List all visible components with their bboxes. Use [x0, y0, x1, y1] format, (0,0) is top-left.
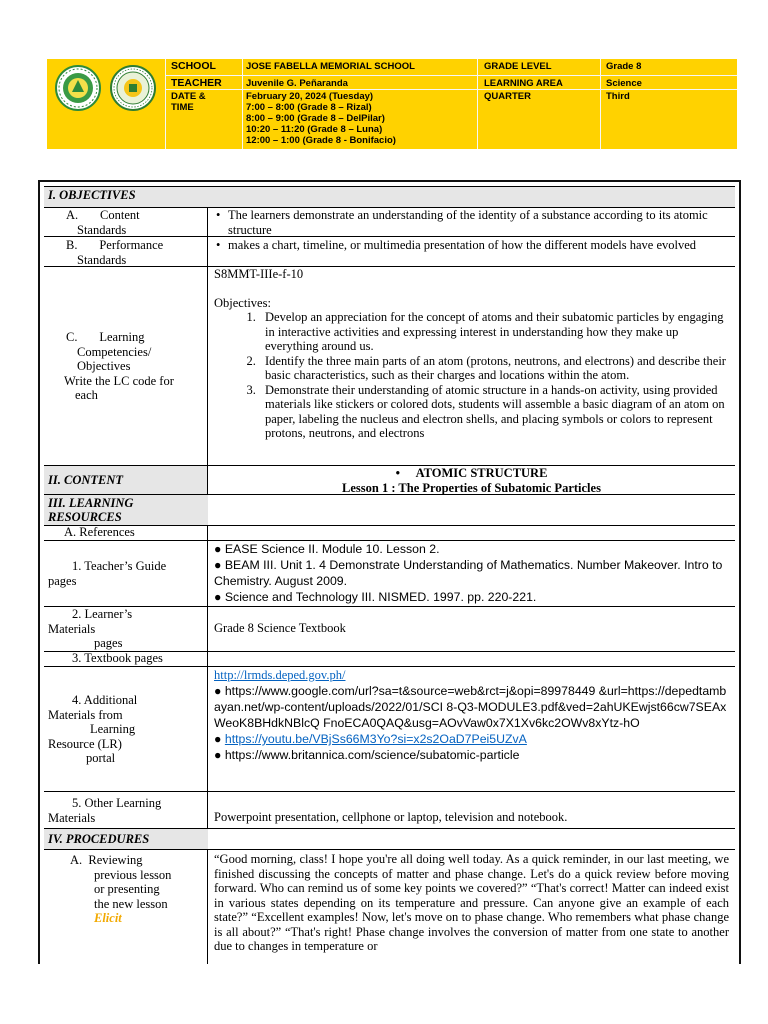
- teachers-guide-label: [44, 541, 207, 606]
- britannica-url-item: ● https://www.britannica.com/science/subatomic-particle: [214, 748, 520, 762]
- elicit-tag: Elicit: [94, 911, 122, 925]
- learners-materials-text: Grade 8 Science Textbook: [214, 621, 346, 635]
- textbook-pages-label: 3. Textbook pages: [72, 652, 163, 665]
- date-label-line: DATE &: [171, 91, 206, 102]
- topic-title: ATOMIC STRUCTURE: [415, 466, 548, 480]
- bullet-icon: ●: [214, 732, 225, 746]
- grade-level-value: Grade 8: [606, 61, 642, 72]
- label-line: Materials: [48, 810, 96, 825]
- procedures-heading: IV. PROCEDURES: [48, 832, 150, 846]
- header-divider: [600, 59, 601, 149]
- teacher-label: TEACHER: [171, 77, 222, 89]
- deped-seal-logo: [55, 65, 101, 111]
- bullet-icon: •: [216, 238, 221, 252]
- label-line: 4. Additional: [72, 693, 138, 707]
- content-row: [44, 466, 735, 495]
- performance-standards-text: [208, 237, 735, 266]
- schedule-line: 8:00 – 9:00 (Grade 8 – DelPilar): [246, 113, 385, 124]
- school-header: [47, 59, 737, 149]
- label-line: pages: [48, 573, 77, 588]
- school-value: JOSE FABELLA MEMORIAL SCHOOL: [246, 61, 415, 72]
- content-topic: [208, 466, 735, 494]
- lesson-title: Lesson 1 : The Properties of Subatomic Particles: [342, 480, 601, 494]
- other-materials-text: Powerpoint presentation, cellphone or laptop, television and notebook.: [214, 810, 568, 824]
- additional-materials-list: [208, 667, 735, 791]
- school-label: SCHOOL: [171, 60, 216, 72]
- bullet-icon: •: [216, 208, 221, 222]
- teachers-guide-row: [44, 541, 735, 607]
- google-url-item: ● https://www.google.com/url?sa=t&source=web&rct=j&opi=89978449 &url=https://depedtambayan.net/wp-content/uploads/2022/01/SCI 8-Q3-MODULE3.pdf&ved=2ahUKEwjst66cw7SEAxWeoK8BHdkNBlcQ FnoECA0QAQ&usg=AOvVaw0x7X1Xv6kc2OWv8xYtz-hO: [214, 684, 727, 730]
- other-materials-label: [44, 792, 207, 828]
- reference-item: ● BEAM III. Unit 1. 4 Demonstrate Understanding of Mathematics. Number Makeover. Intro to Chemistry. August 2009.: [214, 558, 723, 588]
- label-line: each: [75, 388, 98, 402]
- label-line: Standards: [77, 252, 127, 266]
- performance-standards-row: [44, 237, 735, 267]
- additional-materials-row: [44, 667, 735, 792]
- content-standards-label: [44, 207, 207, 236]
- label-line: Objectives: [77, 359, 131, 373]
- objectives-list: [214, 310, 729, 441]
- learning-area-label: LEARNING AREA: [484, 78, 563, 89]
- performance-standards-label: [44, 237, 207, 266]
- label-line: 2. Learner’s: [72, 607, 133, 621]
- objectives-title: Objectives:: [214, 295, 271, 310]
- header-divider: [477, 59, 478, 149]
- schedule-line: 7:00 – 8:00 (Grade 8 – Rizal): [246, 102, 372, 113]
- label-line: 1. Teacher’s Guide: [72, 559, 167, 573]
- learning-competencies-text: [208, 267, 735, 465]
- reference-item: ● Science and Technology III. NISMED. 1997. pp. 220-221.: [214, 590, 537, 604]
- quarter-label: QUARTER: [484, 91, 531, 102]
- label-line: Competencies/: [77, 344, 152, 359]
- objective-item: 1. Develop an appreciation for the concept of atoms and their subatomic particles by engaging in interactive activities and expressing interest in understanding how they make up everything around us.: [259, 310, 729, 354]
- learning-competencies-row: [44, 267, 735, 466]
- label-line: Resource (LR): [48, 736, 122, 751]
- lrmds-link[interactable]: http://lrmds.deped.gov.ph/: [214, 668, 346, 682]
- label-line: Learning: [90, 722, 136, 736]
- references-row: [44, 526, 735, 541]
- schedule-line: 12:00 – 1:00 (Grade 8 - Bonifacio): [246, 135, 396, 146]
- label-line: Materials from: [48, 707, 123, 722]
- additional-materials-label: [44, 667, 207, 791]
- header-divider: [165, 59, 166, 149]
- content-standards-text: [208, 207, 735, 236]
- content-standards-value: The learners demonstrate an understanding of the identity of a substance according to its atomic structure: [228, 208, 708, 236]
- teachers-guide-list: [208, 541, 735, 606]
- label-line: previous lesson: [94, 867, 172, 882]
- label-line: C. Learning: [66, 330, 145, 344]
- bullet-icon: •: [395, 466, 416, 480]
- performance-standards-value: makes a chart, timeline, or multimedia presentation of how the different models have evolved: [228, 238, 697, 252]
- grade-level-label: GRADE LEVEL: [484, 61, 552, 72]
- learning-competencies-label: [44, 267, 207, 465]
- learners-materials-row: [44, 607, 735, 652]
- label-line: A. Reviewing: [70, 853, 143, 867]
- label-line: pages: [94, 636, 123, 650]
- learners-materials-label: [44, 607, 207, 651]
- date-time-label: [171, 91, 206, 113]
- header-divider: [165, 89, 737, 90]
- label-line: or presenting: [94, 882, 160, 896]
- header-divider: [165, 75, 737, 76]
- other-materials-row: [44, 792, 735, 829]
- content-standards-row: [44, 207, 735, 237]
- references-label: A. References: [64, 526, 135, 539]
- reference-item: ● EASE Science II. Module 10. Lesson 2.: [214, 542, 440, 556]
- label-line: Standards: [77, 222, 127, 236]
- objectives-heading: I. OBJECTIVES: [48, 188, 136, 202]
- school-seal-logo: [110, 65, 156, 111]
- schedule-line: 10:20 – 11:20 (Grade 8 – Luna): [246, 124, 383, 135]
- date-line: February 20, 2024 (Tuesday): [246, 91, 374, 102]
- textbook-pages-row: [44, 652, 735, 667]
- objectives-row: [44, 186, 735, 208]
- label-line: B. Performance: [66, 238, 164, 252]
- label-line: Write the LC code for: [64, 373, 174, 388]
- reviewing-label: [44, 850, 207, 970]
- lc-code: S8MMT-IIIe-f-10: [214, 267, 304, 281]
- resources-row: [44, 495, 735, 526]
- content-heading: II. CONTENT: [44, 466, 207, 494]
- date-label-line: TIME: [171, 102, 194, 113]
- label-line: the new lesson: [94, 896, 168, 911]
- lesson-plan-table: [38, 180, 741, 964]
- quarter-value: Third: [606, 91, 630, 102]
- date-time-value: [246, 91, 396, 146]
- label-line: A. Content: [66, 208, 140, 222]
- label-line: portal: [86, 751, 116, 765]
- header-divider: [242, 59, 243, 149]
- learning-area-value: Science: [606, 78, 642, 89]
- reviewing-row: [44, 850, 735, 970]
- label-line: Materials: [48, 621, 96, 636]
- objective-item: 3. Demonstrate their understanding of atomic structure in a hands-on activity, using provided materials like stickers or colored dots, students will assemble a basic diagram of an atom on paper, labeling the nucleus and electron shells, and placing symbols or colors to represent protons, neutrons, and electrons: [259, 383, 729, 441]
- teacher-value: Juvenile G. Peñaranda: [246, 78, 348, 89]
- procedures-row: [44, 829, 735, 850]
- reviewing-text: “Good morning, class! I hope you're all doing well today. As a quick reminder, in our last meeting, we finished discussing the concepts of matter and phase change. Let's do a quick review before moving forward. Who can remind us of some key points we covered?” “That's correct! Matter can indeed exist in various states depending on its temperature and pressure. Can anyone give an example of each state?” “Excellent examples! Now, let's move on to phase change. Who remembers what phase change is all about?” “That's right! Phase change involves the conversion of matter from one state to another due to changes in temperature or: [214, 852, 729, 953]
- youtube-link[interactable]: https://youtu.be/VBjSs66M3Yo?si=x2s2OaD7Pei5UZvA: [224, 732, 527, 746]
- resources-heading: III. LEARNING RESOURCES: [48, 496, 134, 524]
- label-line: 5. Other Learning: [72, 796, 162, 810]
- objective-item: 2. Identify the three main parts of an atom (protons, neutrons, and electrons) and describe their basic characteristics, such as their charges and locations within the atom.: [259, 354, 729, 383]
